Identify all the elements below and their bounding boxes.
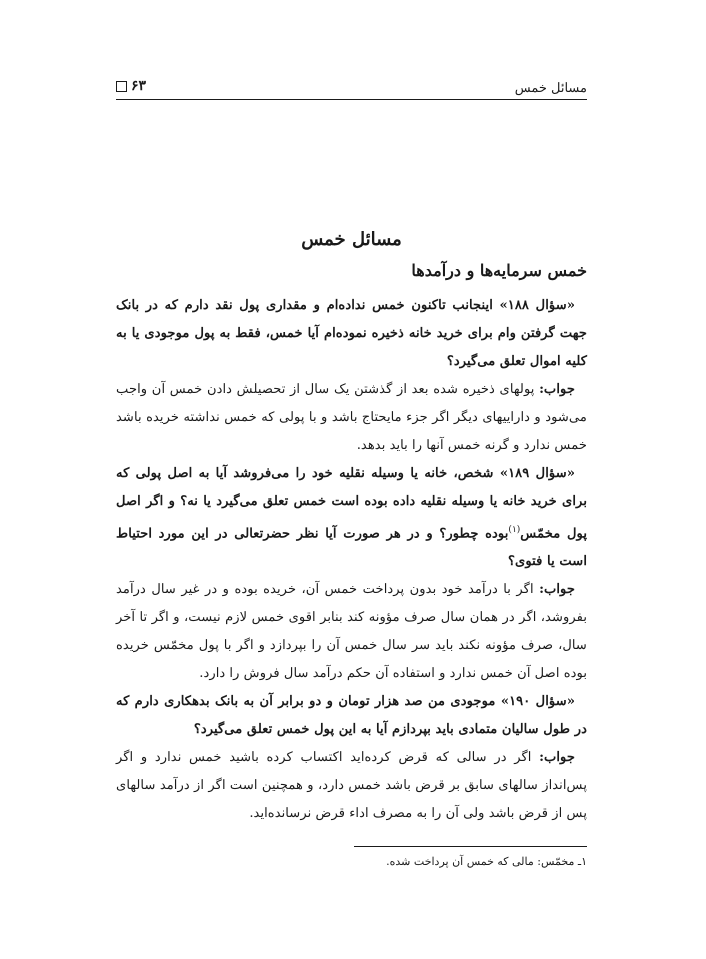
question-188 [116, 292, 587, 376]
answer-190 [116, 744, 587, 828]
section-subtitle: خمس سرمایه‌ها و درآمدها [411, 261, 587, 280]
footnote: ۱ـ مخمّس: مالی که خمس آن پرداخت شده. [386, 855, 587, 868]
question-189-text-b: بوده چطور؟ و در هر صورت آیا نظر حضرتعالی در این مورد احتیاط است یا فتوی؟ [116, 526, 587, 570]
header-rule [116, 99, 587, 100]
question-189-label: «سؤال ۱۸۹» [499, 466, 575, 481]
answer-188 [116, 376, 587, 460]
answer-188-label: جواب: [539, 382, 575, 397]
page-header [116, 78, 587, 100]
answer-190-label: جواب: [539, 750, 575, 766]
answer-189 [116, 576, 587, 688]
footnote-rule [354, 846, 587, 847]
question-190-label: «سؤال ۱۹۰» [500, 694, 575, 710]
square-ornament-icon [116, 81, 127, 92]
question-189 [116, 460, 587, 576]
page-number-text: ۶۳ [131, 78, 147, 94]
question-188-text: اینجانب تاکنون خمس نداده‌ام و مقداری پول نقد دارم که در بانک جهت گرفتن وام برای خرید خانه ذخیره نموده‌ام آیا خمس، فقط به پول موجودی یا به کلیه اموال تعلق می‌گیرد؟ [116, 298, 587, 369]
answer-188-text: پولهای ذخیره شده بعد از گذشتن یک سال از تحصیلش دادن خمس آن واجب می‌شود و داراییهای دیگر اگر جزء مایحتاج باشد و با پولی که خمس نداشته خریده باشد خمس ندارد و گرنه خمس آنها را باید بدهد. [116, 382, 587, 453]
answer-189-label: جواب: [539, 582, 575, 598]
running-title: مسائل خمس [514, 81, 587, 96]
section-title: مسائل خمس [301, 229, 402, 250]
body-text [116, 292, 587, 828]
question-189-text-a: شخص، خانه یا وسیله نقلیه خود را می‌فروشد آیا به اصل پولی که برای خرید خانه یا وسیله نقلیه داده بوده است خمس تعلق می‌گیرد یا نه؟ و اگر اصل پول مخمّس [116, 466, 588, 542]
question-190-text: موجودی من صد هزار تومان و دو برابر آن به بانک بدهکاری دارم که در طول سالیان متمادی باید بپردازم آیا به این پول خمس تعلق می‌گیرد؟ [116, 694, 587, 738]
answer-190-text: اگر در سالی که قرض کرده‌اید اکتساب کرده باشید خمس ندارد و اگر پس‌انداز سالهای سابق بر قرض باشد خمس دارد، و همچنین است اگر از درآمد سالهای پس از قرض باشد ولی آن را به مصرف اداء قرض نرسانده‌اید. [116, 750, 587, 822]
answer-189-text: اگر با درآمد خود بدون پرداخت خمس آن، خریده بوده و در غیر سال درآمد بفروشد، اگر در همان سال صرف مؤونه کند بنابر اقوی خمس لازم نیست، و اگر تا آخر سال، صرف مؤونه نکند باید سر سال خمس آن را بپردازد و اگر با پول مخمّس خریده بوده اصل آن خمس ندارد و استفاده آن حکم درآمد سال فروش را دارد. [116, 582, 587, 682]
page-number [116, 78, 146, 94]
question-190 [116, 688, 587, 744]
question-188-label: «سؤال ۱۸۸» [499, 298, 575, 313]
footnote-ref: (۱) [508, 525, 521, 535]
